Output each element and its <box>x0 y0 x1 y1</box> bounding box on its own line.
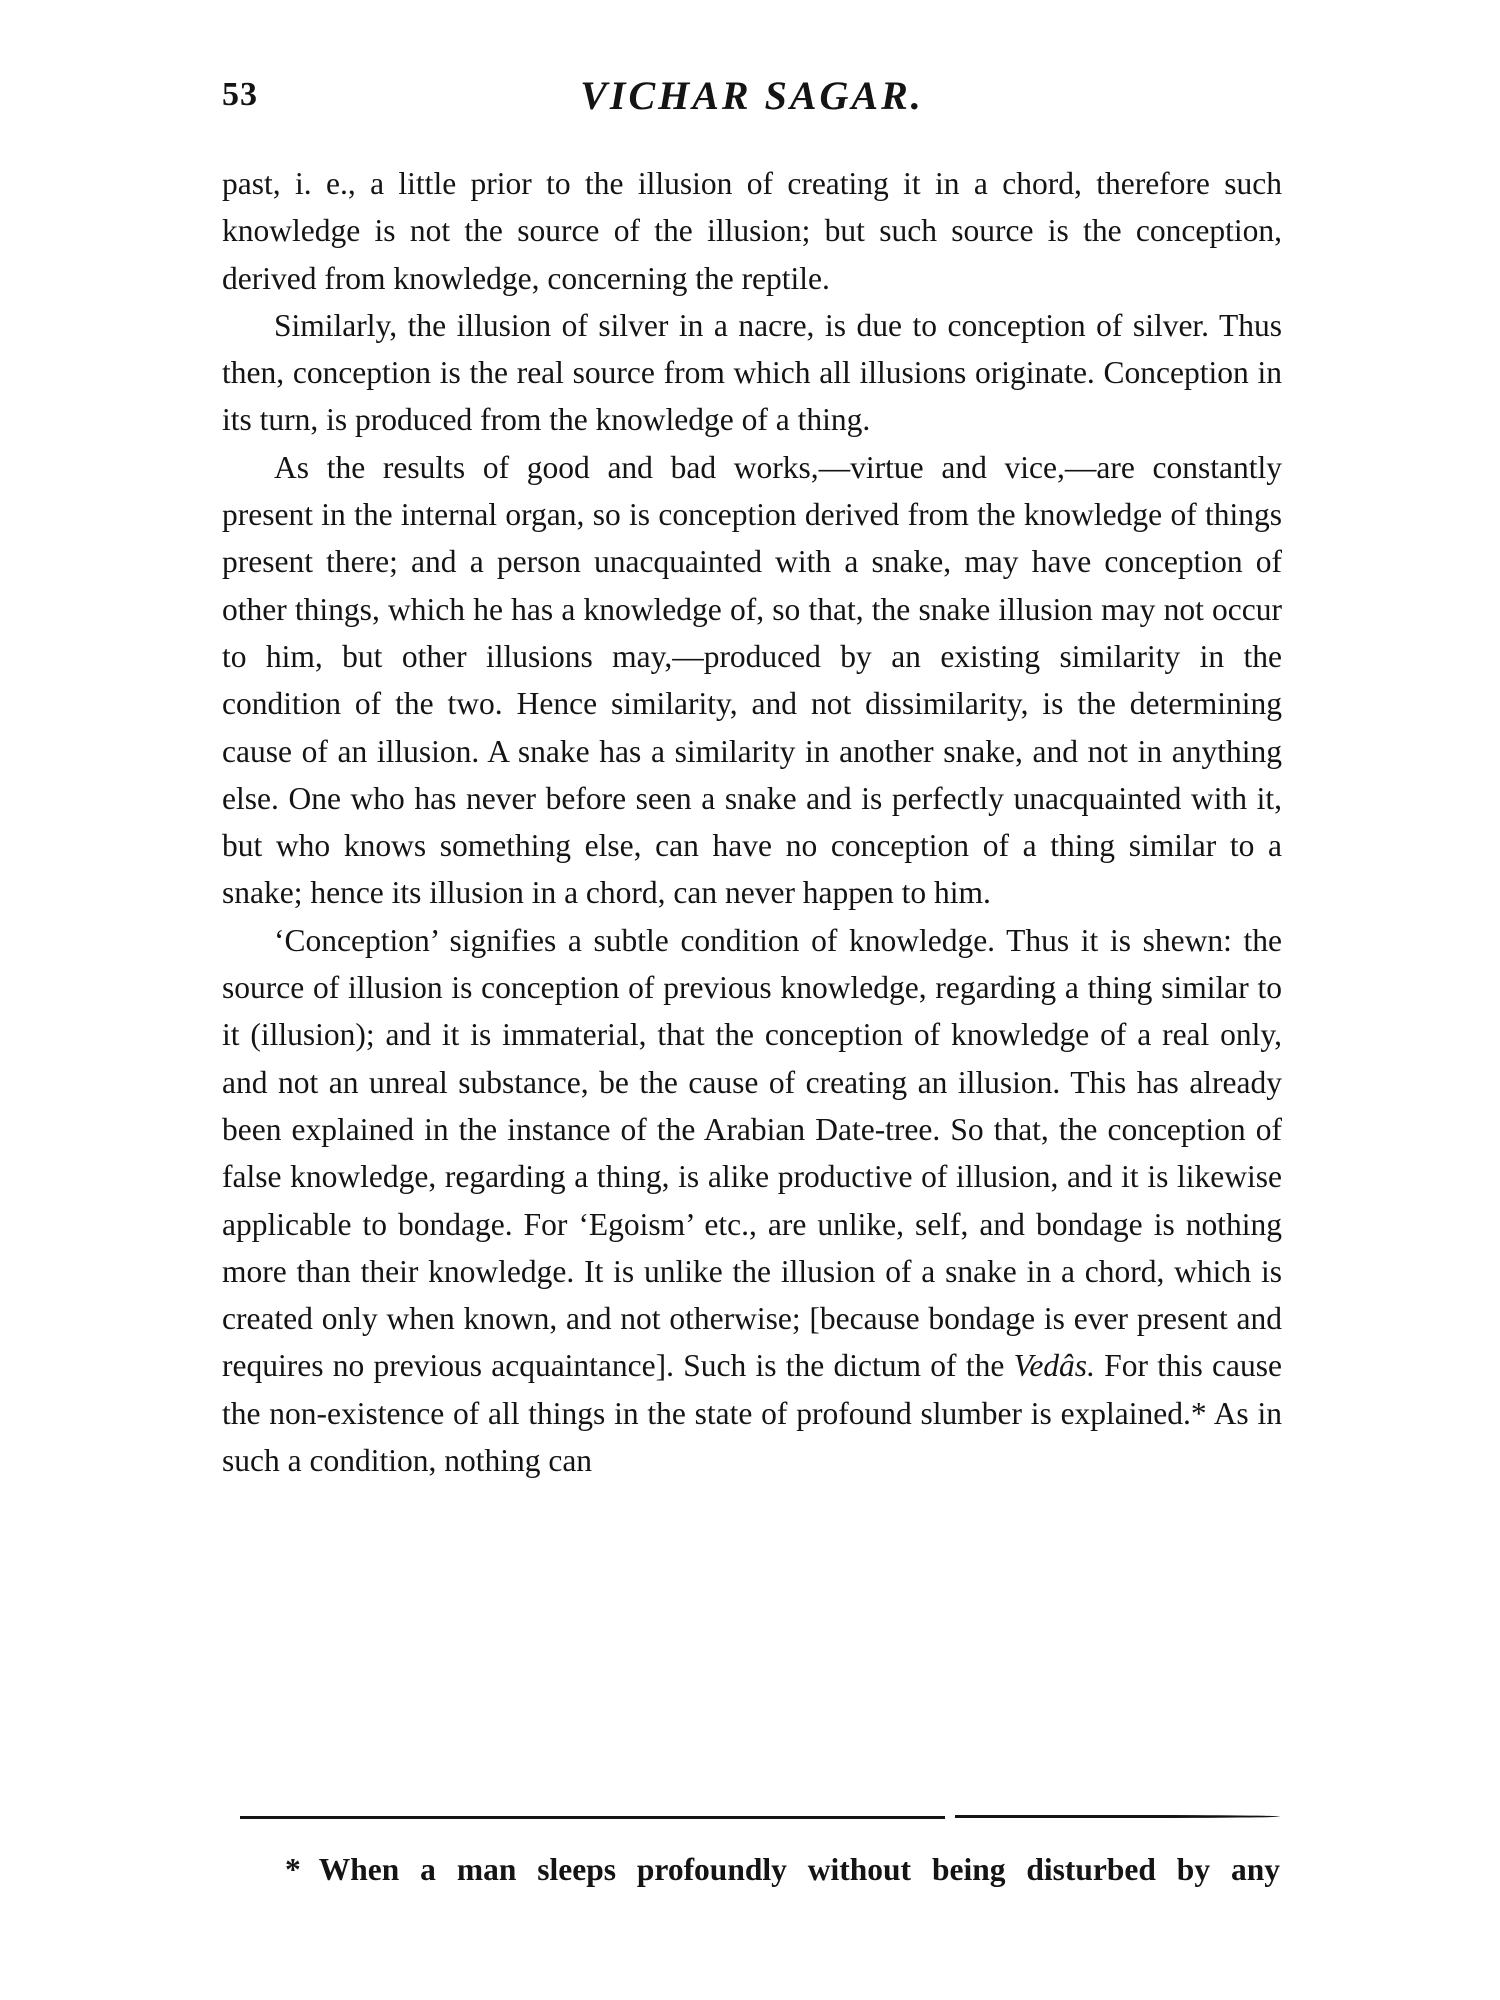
main-text <box>222 160 1282 1484</box>
footnote-mark: * <box>285 1852 301 1887</box>
page-number: 53 <box>222 76 258 113</box>
footnote-text: When a man sleeps profoundly without being disturbed by any <box>318 1852 1280 1887</box>
separator-rule-left <box>240 1816 945 1819</box>
paragraph-1: past, i. e., a little prior to the illusion of creating it in a chord, therefore such knowledge is not the source of the illusion; but such source is the conception, derived from knowledge, concerning the reptile. <box>222 166 1282 296</box>
footnote <box>285 1848 1280 1892</box>
page-header <box>222 72 1282 132</box>
paragraph-4-text-end: For this cause the non-existence of all things in the state of profound slumber is explained.* As in such a condition, nothing can <box>222 1348 1282 1479</box>
paragraph-3: As the results of good and bad works,—virtue and vice,—are constantly present in the internal organ, so is conception derived from the knowledge of things present there; and a person unacquainted with a snake, may have conception of other things, which he has a knowledge of, so that, the snake illusion may not occur to him, but other illusions may,—produced by an existing similarity in the condition of the two. Hence similarity, and not dissimilarity, is the determining cause of an illusion. A snake has a similarity in another snake, and not in anything else. One who has never before seen a snake and is perfectly unacquainted with it, but who knows something else, can have no conception of a thing similar to a snake; hence its illusion in a chord, can never happen to him. <box>222 449 1282 911</box>
paragraph-4 <box>222 917 1282 1485</box>
separator-rule-right <box>955 1815 1280 1818</box>
paragraph-4-text-start: ‘Conception’ signifies a subtle condition of knowledge. Thus it is shewn: the source of illusion is conception of previous knowledge, regarding a thing similar to it (illusion); and it is immaterial, that the conception of knowledge of a real only, and not an unreal substance, be the cause of creating an illusion. This has already been explained in the instance of the Arabian Date-tree. So that, the conception of false knowledge, regarding a thing, is alike productive of illusion, and it is likewise applicable to bondage. For ‘Egoism’ etc., are unlike, self, and bondage is nothing more than their knowledge. It is unlike the illusion of a snake in a chord, which is created only when known, and not otherwise; [because bondage is ever present and requires no previous acquaintance]. Such is the dictum of the <box>222 922 1282 1384</box>
italic-term-vedas: Vedâs. <box>1013 1348 1095 1384</box>
footnote-separator <box>240 1812 1280 1822</box>
running-title: VICHAR SAGAR. <box>580 73 924 118</box>
paragraph-2: Similarly, the illusion of silver in a nacre, is due to conception of silver. Thus then, conception is the real source from which all illusions originate. Conception in its turn, is produced from the knowledge of a thing. <box>222 307 1282 438</box>
